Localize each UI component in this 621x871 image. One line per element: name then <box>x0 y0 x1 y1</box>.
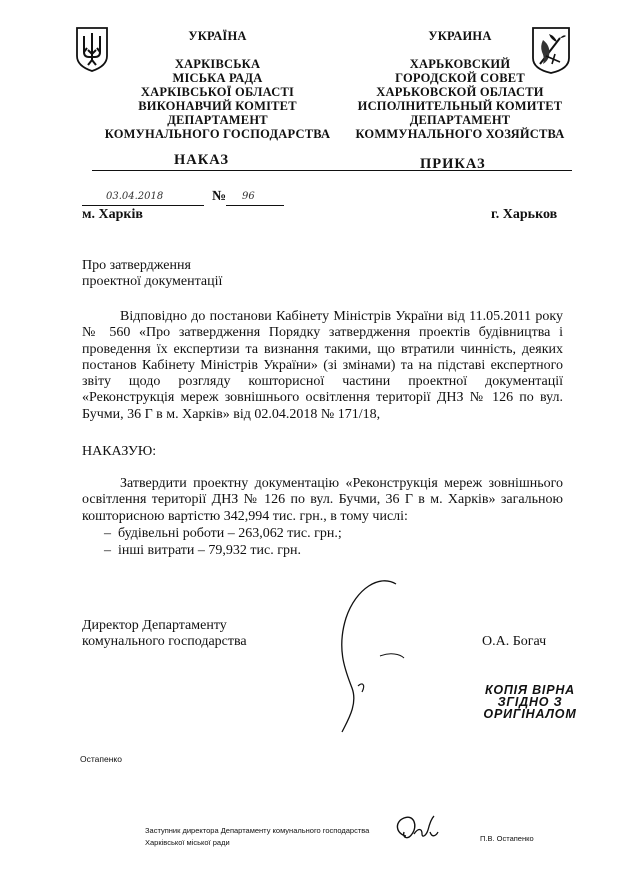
executor-name: Остапенко <box>80 754 122 764</box>
header-left-line: ВИКОНАВЧИЙ КОМІТЕТ <box>138 99 297 113</box>
header-right <box>340 29 580 141</box>
header-right-country: УКРАИНА <box>428 29 492 43</box>
city-ua: м. Харків <box>82 207 143 222</box>
certification-line: Заступник директора Департаменту комунального господарства <box>145 826 370 835</box>
header-right-line: ИСПОЛНИТЕЛЬНЫЙ КОМИТЕТ <box>357 99 563 113</box>
order-paragraph: Затвердити проектну документацію «Реконструкція мереж зовнішнього освітлення території ДНЗ № 126 по вул. Бучми, 36 Г в м. Харків» загальною кошторисною вартістю 342,994 тис. грн., в тому числі: <box>82 476 563 524</box>
signatory-name: О.А. Богач <box>482 634 547 649</box>
signatory-position: комунального господарства <box>82 634 247 649</box>
number-underline <box>226 205 284 206</box>
header-left-line: ДЕПАРТАМЕНТ <box>167 113 268 127</box>
certification-name: П.В. Остапенко <box>480 834 534 843</box>
list-item: будівельні роботи – 263,062 тис. грн.; <box>118 526 342 541</box>
header-right-line: ДЕПАРТАМЕНТ <box>409 113 511 127</box>
preamble-paragraph: Відповідно до постанови Кабінету Міністрів України від 11.05.2011 року № 560 «Про затвердження Порядку затвердження проектів будівництва і проведення їх експертизи та визнання такими, що втратили чинність, деяких постанов Кабінету Міністрів України» (зі змінами) та на підставі експертного звіту щодо розгляду кошторисної частини проектної документації «Реконструкція мереж зовнішнього освітлення території ДНЗ № 126 по вул. Бучми, 36 Г в м. Харків» від 02.04.2018 № 171/18, <box>82 309 563 422</box>
header-right-line: ХАРЬКОВСКОЙ ОБЛАСТИ <box>376 85 544 99</box>
header-right-line: ГОРОДСКОЙ СОВЕТ <box>395 71 525 85</box>
date-underline <box>82 205 204 206</box>
director-signature <box>300 570 420 740</box>
stamp-line: ОРИГІНАЛОМ <box>483 707 577 721</box>
header-left-line: ХАРКІВСЬКА <box>174 57 261 71</box>
subject-line: проектної документації <box>82 274 223 289</box>
header-left <box>95 29 340 141</box>
subject-line: Про затвердження <box>82 258 191 273</box>
number-sign: № <box>212 189 227 204</box>
city-ru: г. Харьков <box>491 207 558 222</box>
list-item-bullet: – <box>104 526 111 541</box>
stamp-line: ЗГІДНО З <box>497 695 563 709</box>
handwritten-date: 03.04.2018 <box>106 191 164 202</box>
list-item: інші витрати – 79,932 тис. грн. <box>118 543 301 558</box>
list-item-bullet: – <box>104 543 111 558</box>
header-left-line: ХАРКІВСЬКОЇ ОБЛАСТІ <box>140 85 295 99</box>
header-left-line: МІСЬКА РАДА <box>172 71 263 85</box>
header-right-line: КОММУНАЛЬНОГО ХОЗЯЙСТВА <box>355 127 565 141</box>
header-divider <box>92 170 572 171</box>
stamp-line: КОПІЯ ВІРНА <box>485 683 575 697</box>
handwritten-number: 96 <box>242 191 255 202</box>
header-right-line: ХАРЬКОВСКИЙ <box>409 57 511 71</box>
order-word: НАКАЗУЮ: <box>82 444 157 459</box>
doc-type-ru: ПРИКАЗ <box>420 156 486 172</box>
header-left-country: УКРАЇНА <box>188 29 247 43</box>
header-left-line: КОМУНАЛЬНОГО ГОСПОДАРСТВА <box>104 127 331 141</box>
copy-certified-stamp <box>476 684 584 720</box>
doc-type-ua: НАКАЗ <box>174 152 230 168</box>
certification-signature <box>392 812 442 848</box>
certification-line: Харківської міської ради <box>145 838 230 847</box>
signatory-position: Директор Департаменту <box>82 618 227 633</box>
